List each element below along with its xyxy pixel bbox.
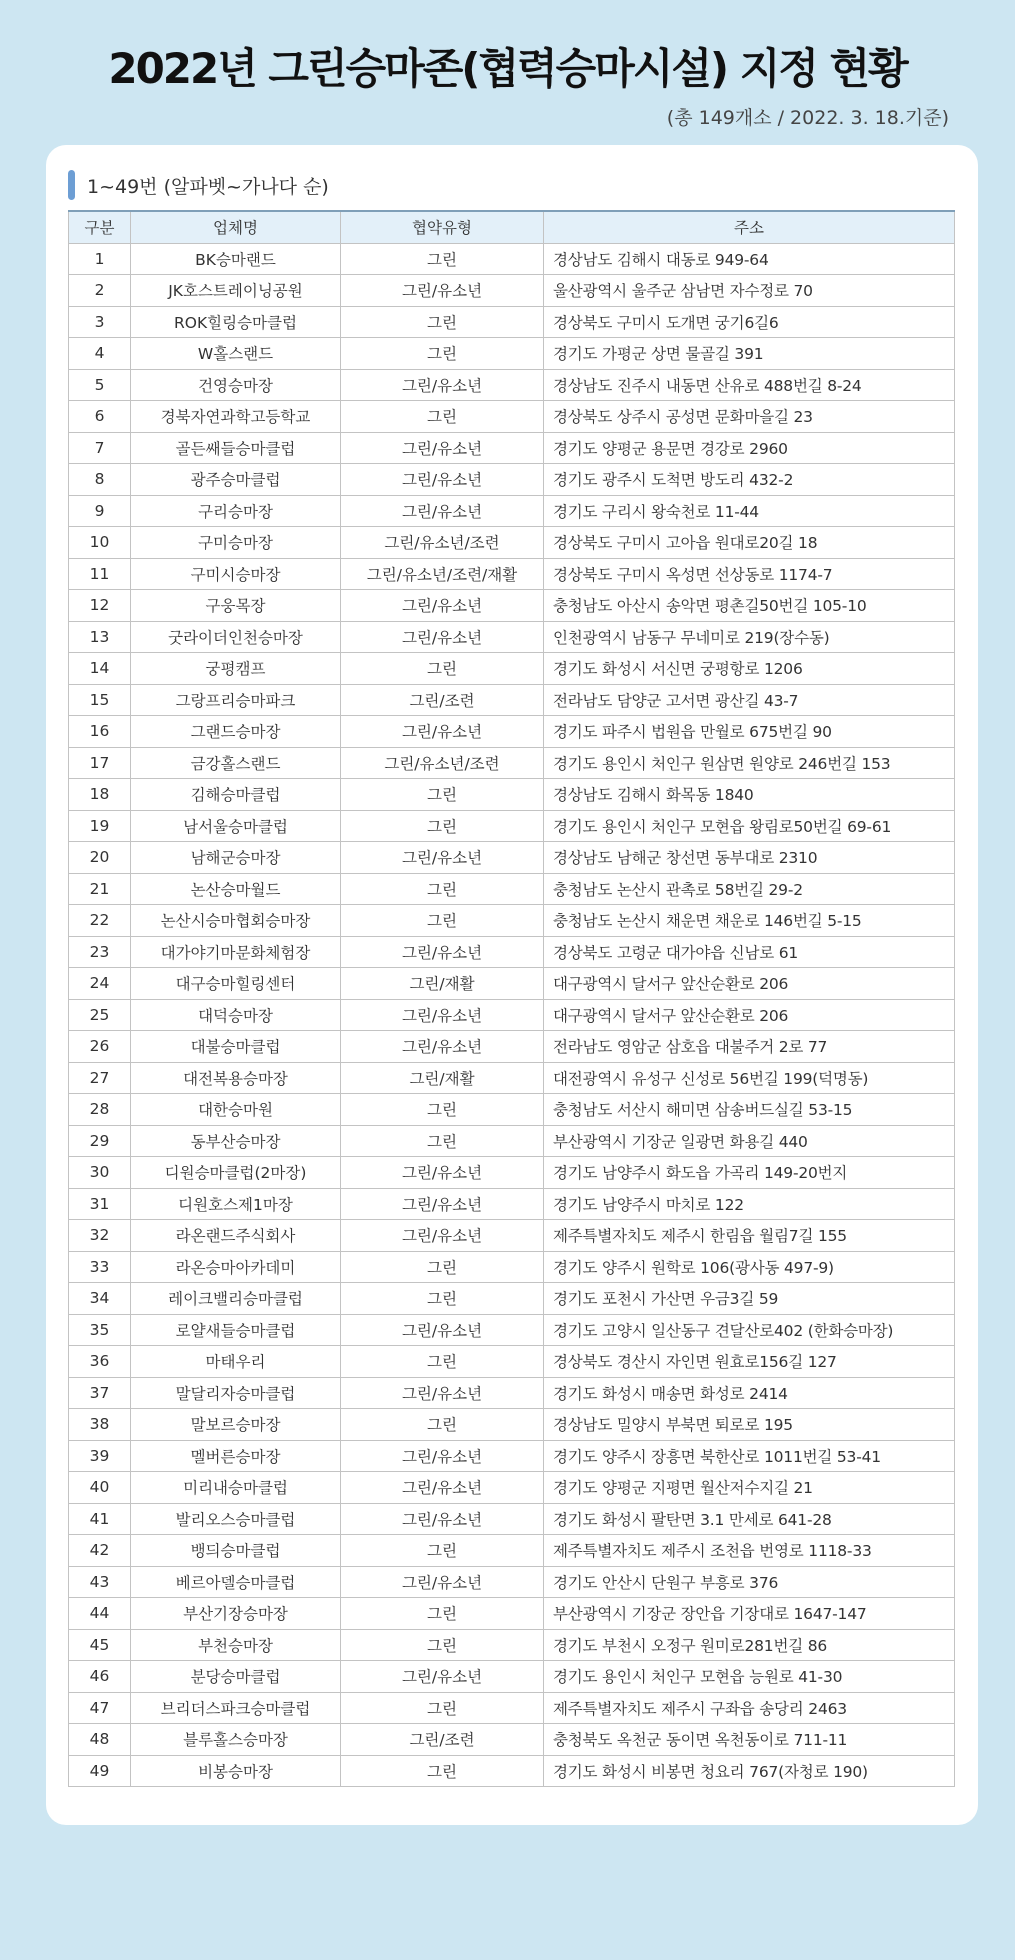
table-row [69,684,955,716]
facility-table [68,210,955,1787]
cell-address: 경기도 용인시 처인구 모현읍 능원로 41-30 [544,1661,955,1693]
cell-name: 레이크밸리승마클럽 [131,1283,341,1315]
cell-number: 18 [69,779,131,811]
cell-name: 구미승마장 [131,527,341,559]
table-row [69,1377,955,1409]
cell-type: 그린/유소년 [341,621,544,653]
cell-type: 그린/재활 [341,1062,544,1094]
section-heading [68,170,329,200]
cell-name: 부산기장승마장 [131,1598,341,1630]
cell-type: 그린/유소년 [341,1220,544,1252]
cell-number: 6 [69,401,131,433]
cell-name: ROK힐링승마클럽 [131,306,341,338]
cell-address: 제주특별자치도 제주시 한림읍 월림7길 155 [544,1220,955,1252]
cell-type: 그린 [341,1629,544,1661]
cell-name: 로얄새들승마클럽 [131,1314,341,1346]
cell-number: 9 [69,495,131,527]
cell-number: 44 [69,1598,131,1630]
table-row [69,1440,955,1472]
cell-address: 전라남도 담양군 고서면 광산길 43-7 [544,684,955,716]
cell-type: 그린 [341,1346,544,1378]
cell-type: 그린/유소년 [341,1472,544,1504]
cell-address: 충청남도 논산시 관촉로 58번길 29-2 [544,873,955,905]
cell-address: 경상북도 구미시 도개면 궁기6길6 [544,306,955,338]
cell-name: 브리더스파크승마클럽 [131,1692,341,1724]
cell-number: 30 [69,1157,131,1189]
cell-name: 말보르승마장 [131,1409,341,1441]
table-body [69,243,955,1787]
table-row [69,1409,955,1441]
cell-number: 22 [69,905,131,937]
table-row [69,495,955,527]
cell-address: 경기도 남양주시 마치로 122 [544,1188,955,1220]
cell-type: 그린/유소년 [341,432,544,464]
cell-address: 경기도 가평군 상면 물골길 391 [544,338,955,370]
cell-number: 28 [69,1094,131,1126]
cell-name: 궁평캠프 [131,653,341,685]
cell-name: 비봉승마장 [131,1755,341,1787]
cell-type: 그린 [341,401,544,433]
table-row [69,1031,955,1063]
table-row [69,1503,955,1535]
cell-name: 디원승마클럽(2마장) [131,1157,341,1189]
cell-address: 경상남도 남해군 창선면 동부대로 2310 [544,842,955,874]
cell-number: 14 [69,653,131,685]
cell-type: 그린 [341,1409,544,1441]
cell-address: 경기도 용인시 처인구 모현읍 왕림로50번길 69-61 [544,810,955,842]
table-row [69,1125,955,1157]
table-header-row [69,211,955,243]
cell-address: 경기도 화성시 서신면 궁평항로 1206 [544,653,955,685]
cell-number: 45 [69,1629,131,1661]
cell-address: 경기도 부천시 오정구 원미로281번길 86 [544,1629,955,1661]
table-row [69,1661,955,1693]
table-row [69,338,955,370]
table-row [69,1220,955,1252]
table-row [69,1724,955,1756]
table-row [69,1251,955,1283]
cell-type: 그린 [341,1283,544,1315]
table-row [69,527,955,559]
cell-name: 라온랜드주식회사 [131,1220,341,1252]
table-row [69,1598,955,1630]
cell-address: 충청남도 논산시 채운면 채운로 146번길 5-15 [544,905,955,937]
cell-type: 그린/조련 [341,1724,544,1756]
cell-name: 발리오스승마클럽 [131,1503,341,1535]
cell-address: 경기도 파주시 법원읍 만월로 675번길 90 [544,716,955,748]
cell-address: 경기도 화성시 팔탄면 3.1 만세로 641-28 [544,1503,955,1535]
cell-number: 17 [69,747,131,779]
cell-number: 33 [69,1251,131,1283]
cell-number: 39 [69,1440,131,1472]
cell-address: 부산광역시 기장군 장안읍 기장대로 1647-147 [544,1598,955,1630]
table-row [69,1755,955,1787]
cell-address: 인천광역시 남동구 무네미로 219(장수동) [544,621,955,653]
cell-name: 그랑프리승마파크 [131,684,341,716]
cell-address: 경기도 양주시 원학로 106(광사동 497-9) [544,1251,955,1283]
cell-address: 대구광역시 달서구 앞산순환로 206 [544,968,955,1000]
cell-address: 충청북도 옥천군 동이면 옥천동이로 711-11 [544,1724,955,1756]
cell-name: 말달리자승마클럽 [131,1377,341,1409]
cell-type: 그린 [341,1692,544,1724]
cell-number: 7 [69,432,131,464]
cell-number: 5 [69,369,131,401]
cell-number: 34 [69,1283,131,1315]
cell-address: 경기도 양평군 용문면 경강로 2960 [544,432,955,464]
cell-address: 경기도 포천시 가산면 우금3길 59 [544,1283,955,1315]
table-row [69,810,955,842]
cell-number: 8 [69,464,131,496]
cell-type: 그린/유소년 [341,1377,544,1409]
cell-type: 그린/유소년 [341,1566,544,1598]
cell-type: 그린 [341,306,544,338]
cell-type: 그린/유소년 [341,1314,544,1346]
cell-number: 27 [69,1062,131,1094]
cell-number: 25 [69,999,131,1031]
cell-name: 대불승마클럽 [131,1031,341,1063]
cell-type: 그린/조련 [341,684,544,716]
cell-number: 16 [69,716,131,748]
cell-number: 19 [69,810,131,842]
cell-type: 그린 [341,1598,544,1630]
cell-type: 그린/유소년 [341,716,544,748]
cell-name: 김해승마클럽 [131,779,341,811]
cell-number: 4 [69,338,131,370]
cell-type: 그린/유소년 [341,590,544,622]
cell-address: 경기도 양주시 장흥면 북한산로 1011번길 53-41 [544,1440,955,1472]
cell-number: 23 [69,936,131,968]
cell-name: 미리내승마클럽 [131,1472,341,1504]
table-row [69,1629,955,1661]
page-subtitle: (총 149개소 / 2022. 3. 18.기준) [666,107,949,129]
table-row [69,306,955,338]
table-row [69,1283,955,1315]
cell-name: JK호스트레이닝공원 [131,275,341,307]
table-row [69,1314,955,1346]
cell-type: 그린/유소년 [341,842,544,874]
table-row [69,968,955,1000]
cell-type: 그린/유소년 [341,936,544,968]
cell-name: 마태우리 [131,1346,341,1378]
cell-name: 분당승마클럽 [131,1661,341,1693]
cell-type: 그린 [341,1251,544,1283]
section-accent-bar [68,170,75,200]
table-row [69,1346,955,1378]
cell-number: 31 [69,1188,131,1220]
section-title: 1~49번 (알파벳~가나다 순) [87,175,329,198]
cell-number: 2 [69,275,131,307]
cell-name: W홀스랜드 [131,338,341,370]
table-row [69,1692,955,1724]
cell-type: 그린 [341,1094,544,1126]
table-row [69,1094,955,1126]
cell-number: 29 [69,1125,131,1157]
cell-name: 동부산승마장 [131,1125,341,1157]
table-row [69,779,955,811]
cell-type: 그린/유소년 [341,1031,544,1063]
col-header-address: 주소 [544,211,955,243]
cell-address: 경기도 안산시 단원구 부흥로 376 [544,1566,955,1598]
cell-type: 그린 [341,1125,544,1157]
cell-name: 논산승마월드 [131,873,341,905]
cell-name: 금강홀스랜드 [131,747,341,779]
cell-address: 경기도 화성시 비봉면 청요리 767(자청로 190) [544,1755,955,1787]
cell-name: 라온승마아카데미 [131,1251,341,1283]
cell-address: 제주특별자치도 제주시 구좌읍 송당리 2463 [544,1692,955,1724]
cell-name: 대덕승마장 [131,999,341,1031]
cell-number: 43 [69,1566,131,1598]
cell-type: 그린/유소년 [341,464,544,496]
cell-name: 그랜드승마장 [131,716,341,748]
cell-number: 32 [69,1220,131,1252]
cell-number: 20 [69,842,131,874]
cell-address: 경상남도 진주시 내동면 산유로 488번길 8-24 [544,369,955,401]
cell-address: 경상북도 구미시 옥성면 선상동로 1174-7 [544,558,955,590]
cell-name: 남서울승마클럽 [131,810,341,842]
cell-type: 그린 [341,873,544,905]
cell-type: 그린/유소년/조련/재활 [341,558,544,590]
cell-name: 논산시승마협회승마장 [131,905,341,937]
cell-number: 41 [69,1503,131,1535]
cell-name: 베르아델승마클럽 [131,1566,341,1598]
table-row [69,369,955,401]
table-row [69,1188,955,1220]
table-row [69,1566,955,1598]
cell-number: 42 [69,1535,131,1567]
cell-name: 뱅듸승마클럽 [131,1535,341,1567]
cell-number: 11 [69,558,131,590]
cell-type: 그린/유소년 [341,1661,544,1693]
cell-number: 46 [69,1661,131,1693]
cell-address: 경기도 광주시 도척면 방도리 432-2 [544,464,955,496]
content-card [46,145,978,1825]
cell-address: 충청남도 서산시 해미면 삼송버드실길 53-15 [544,1094,955,1126]
cell-address: 경기도 양평군 지평면 월산저수지길 21 [544,1472,955,1504]
table-row [69,936,955,968]
cell-name: 굿라이더인천승마장 [131,621,341,653]
cell-type: 그린/유소년 [341,1188,544,1220]
cell-address: 경기도 화성시 매송면 화성로 2414 [544,1377,955,1409]
cell-name: 디원호스제1마장 [131,1188,341,1220]
cell-address: 경상남도 김해시 화목동 1840 [544,779,955,811]
cell-address: 경상북도 경산시 자인면 원효로156길 127 [544,1346,955,1378]
cell-type: 그린/유소년 [341,1440,544,1472]
cell-name: 부천승마장 [131,1629,341,1661]
cell-name: 블루홀스승마장 [131,1724,341,1756]
cell-type: 그린/유소년 [341,275,544,307]
cell-number: 37 [69,1377,131,1409]
table-row [69,243,955,275]
cell-type: 그린 [341,810,544,842]
table-row [69,1472,955,1504]
cell-address: 경기도 용인시 처인구 원삼면 원양로 246번길 153 [544,747,955,779]
cell-number: 1 [69,243,131,275]
cell-name: 건영승마장 [131,369,341,401]
col-header-name: 업체명 [131,211,341,243]
page-title: 2022년 그린승마존(협력승마시설) 지정 현황 [108,44,907,93]
cell-type: 그린/유소년 [341,495,544,527]
table-row [69,999,955,1031]
cell-name: 골든쌔들승마클럽 [131,432,341,464]
table-row [69,747,955,779]
cell-number: 35 [69,1314,131,1346]
cell-type: 그린 [341,653,544,685]
table-row [69,464,955,496]
table-row [69,558,955,590]
cell-address: 경기도 구리시 왕숙천로 11-44 [544,495,955,527]
cell-address: 경기도 고양시 일산동구 견달산로402 (한화승마장) [544,1314,955,1346]
table-row [69,401,955,433]
table-row [69,1157,955,1189]
cell-type: 그린/재활 [341,968,544,1000]
cell-address: 대전광역시 유성구 신성로 56번길 199(덕명동) [544,1062,955,1094]
table-row [69,1062,955,1094]
table-row [69,842,955,874]
cell-number: 48 [69,1724,131,1756]
cell-name: BK승마랜드 [131,243,341,275]
table-row [69,653,955,685]
cell-name: 경북자연과학고등학교 [131,401,341,433]
cell-name: 구웅목장 [131,590,341,622]
cell-address: 경상북도 상주시 공성면 문화마을길 23 [544,401,955,433]
table-row [69,873,955,905]
cell-name: 대구승마힐링센터 [131,968,341,1000]
cell-address: 경상남도 김해시 대동로 949-64 [544,243,955,275]
cell-number: 36 [69,1346,131,1378]
cell-address: 대구광역시 달서구 앞산순환로 206 [544,999,955,1031]
cell-name: 대가야기마문화체험장 [131,936,341,968]
cell-address: 부산광역시 기장군 일광면 화용길 440 [544,1125,955,1157]
col-header-number: 구분 [69,211,131,243]
cell-type: 그린 [341,338,544,370]
cell-number: 38 [69,1409,131,1441]
cell-name: 대전복용승마장 [131,1062,341,1094]
table-row [69,905,955,937]
table-row [69,275,955,307]
cell-number: 10 [69,527,131,559]
cell-address: 경기도 남양주시 화도읍 가곡리 149-20번지 [544,1157,955,1189]
cell-address: 경상북도 구미시 고아읍 원대로20길 18 [544,527,955,559]
cell-number: 24 [69,968,131,1000]
cell-address: 경상남도 밀양시 부북면 퇴로로 195 [544,1409,955,1441]
cell-type: 그린 [341,779,544,811]
cell-type: 그린/유소년/조련 [341,747,544,779]
cell-address: 경상북도 고령군 대가야읍 신남로 61 [544,936,955,968]
cell-type: 그린 [341,243,544,275]
cell-number: 49 [69,1755,131,1787]
cell-address: 울산광역시 울주군 삼남면 자수정로 70 [544,275,955,307]
cell-name: 멜버른승마장 [131,1440,341,1472]
cell-number: 13 [69,621,131,653]
cell-name: 구미시승마장 [131,558,341,590]
cell-name: 대한승마원 [131,1094,341,1126]
cell-type: 그린 [341,905,544,937]
cell-type: 그린 [341,1755,544,1787]
cell-name: 광주승마클럽 [131,464,341,496]
cell-number: 15 [69,684,131,716]
cell-number: 21 [69,873,131,905]
cell-address: 전라남도 영암군 삼호읍 대불주거 2로 77 [544,1031,955,1063]
cell-address: 제주특별자치도 제주시 조천읍 번영로 1118-33 [544,1535,955,1567]
cell-number: 40 [69,1472,131,1504]
cell-number: 26 [69,1031,131,1063]
cell-number: 47 [69,1692,131,1724]
cell-type: 그린 [341,1535,544,1567]
table-row [69,716,955,748]
table-row [69,1535,955,1567]
cell-name: 남해군승마장 [131,842,341,874]
cell-type: 그린/유소년 [341,999,544,1031]
cell-address: 충청남도 아산시 송악면 평촌길50번길 105-10 [544,590,955,622]
cell-type: 그린/유소년/조련 [341,527,544,559]
table-row [69,432,955,464]
cell-number: 3 [69,306,131,338]
cell-type: 그린/유소년 [341,1157,544,1189]
col-header-type: 협약유형 [341,211,544,243]
cell-type: 그린/유소년 [341,369,544,401]
cell-number: 12 [69,590,131,622]
cell-name: 구리승마장 [131,495,341,527]
table-row [69,621,955,653]
cell-type: 그린/유소년 [341,1503,544,1535]
table-row [69,590,955,622]
